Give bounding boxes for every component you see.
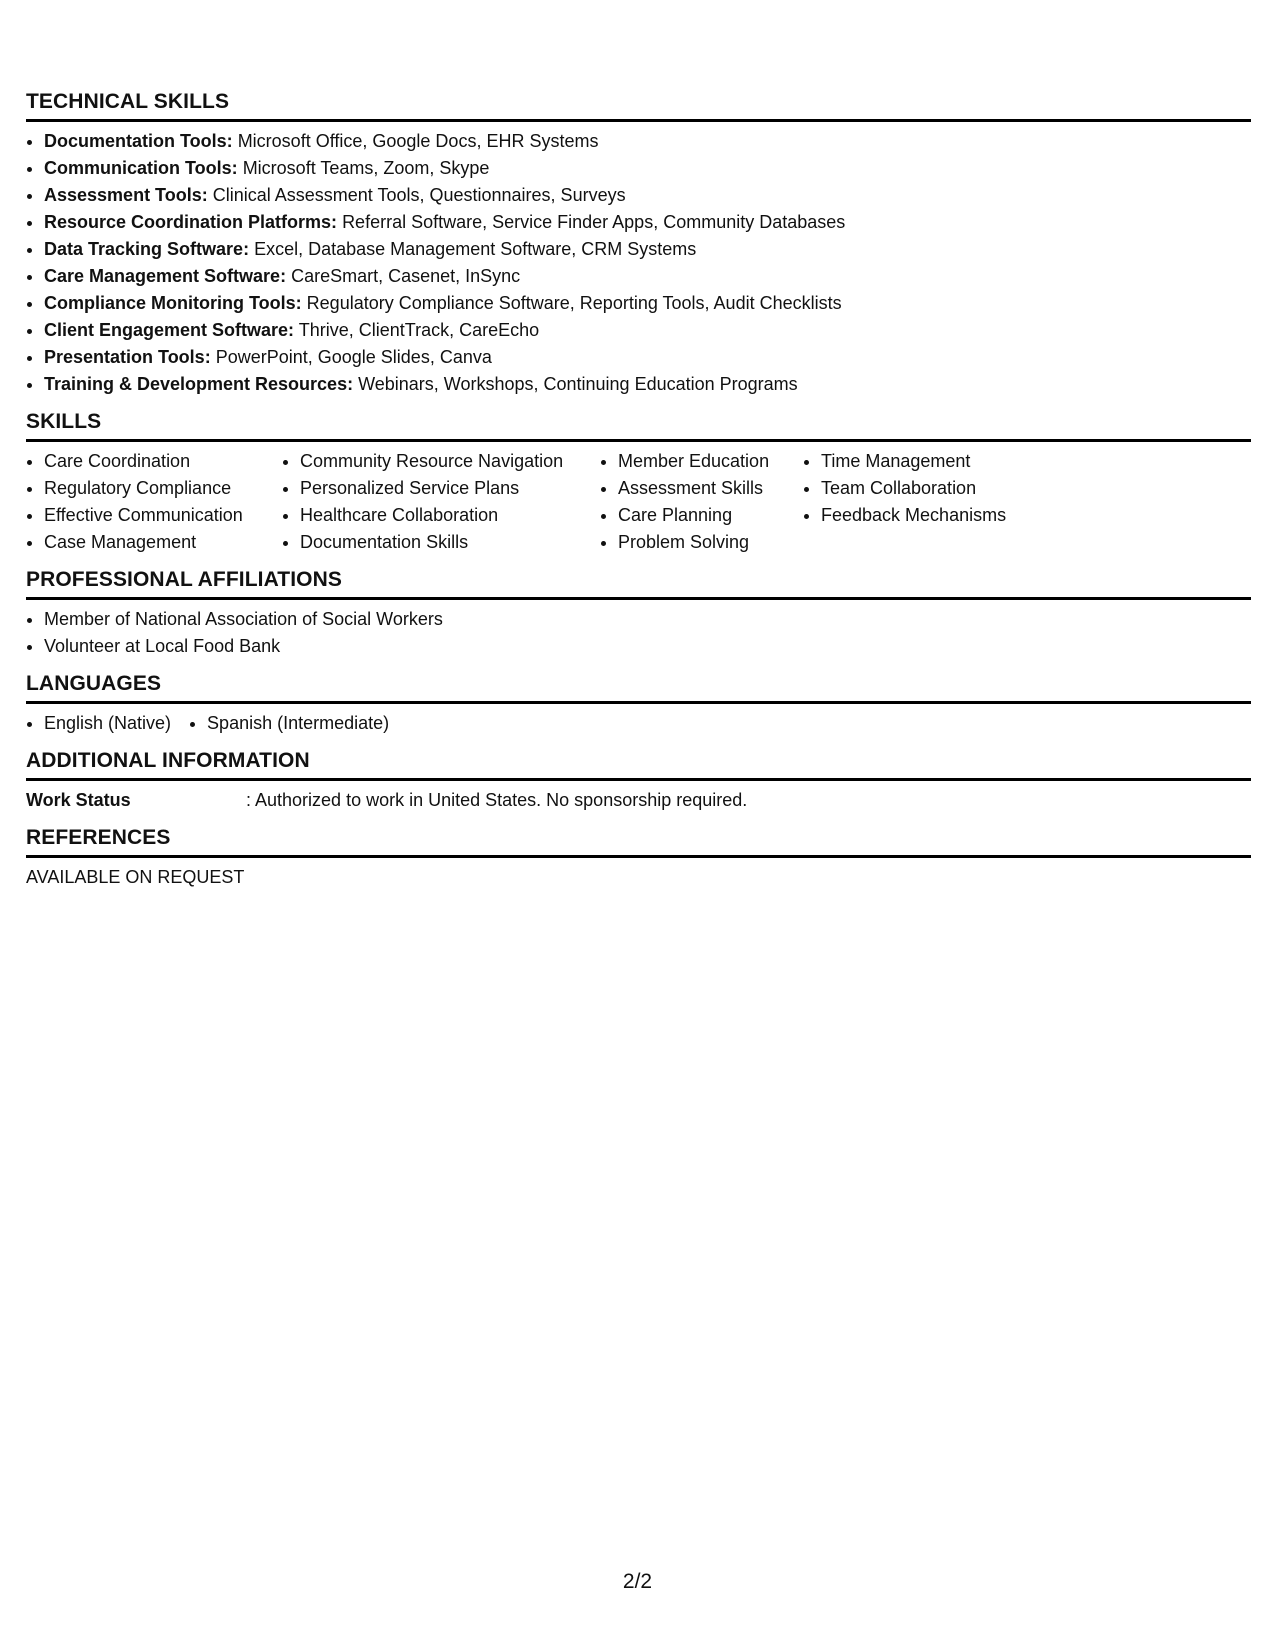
affiliation-item: • Volunteer at Local Food Bank [44, 633, 1251, 660]
languages-heading: LANGUAGES [26, 670, 1251, 704]
skills-column-1 [26, 448, 282, 556]
additional-info-heading: ADDITIONAL INFORMATION [26, 747, 1251, 781]
technical-skill-item [44, 317, 1251, 344]
technical-skill-value: Regulatory Compliance Software, Reporting Tools, Audit Checklists [306, 293, 842, 313]
technical-skill-item [44, 236, 1251, 263]
technical-skill-label: Client Engagement Software: [44, 320, 295, 340]
affiliations-list [26, 606, 1251, 660]
language-item: • Spanish (Intermediate) [207, 710, 389, 737]
skill-item: • Case Management [44, 529, 282, 556]
technical-skill-value: Excel, Database Management Software, CRM Systems [254, 239, 697, 259]
technical-skill-value: CareSmart, Casenet, InSync [291, 266, 521, 286]
references-section [26, 824, 1251, 891]
skill-item: • Personalized Service Plans [300, 475, 600, 502]
skills-heading: SKILLS [26, 408, 1251, 442]
work-status-row [26, 787, 1251, 814]
technical-skills-list [26, 128, 1251, 398]
technical-skill-label: Training & Development Resources: [44, 374, 354, 394]
technical-skill-item [44, 371, 1251, 398]
technical-skill-label: Data Tracking Software: [44, 239, 250, 259]
language-column-1 [26, 710, 171, 737]
references-heading: REFERENCES [26, 824, 1251, 858]
work-status-value: : Authorized to work in United States. No sponsorship required. [246, 790, 748, 810]
skill-item: • Member Education [618, 448, 803, 475]
technical-skills-section [26, 88, 1251, 398]
skills-column-3 [600, 448, 803, 556]
affiliation-item: • Member of National Association of Social Workers [44, 606, 1251, 633]
skill-item: • Community Resource Navigation [300, 448, 600, 475]
technical-skill-item [44, 263, 1251, 290]
technical-skill-label: Compliance Monitoring Tools: [44, 293, 302, 313]
technical-skill-item [44, 155, 1251, 182]
technical-skill-label: Documentation Tools: [44, 131, 233, 151]
skill-item: • Healthcare Collaboration [300, 502, 600, 529]
skill-item: • Care Coordination [44, 448, 282, 475]
technical-skill-item [44, 209, 1251, 236]
language-column-2 [189, 710, 389, 737]
skills-column-4 [803, 448, 1081, 556]
technical-skill-label: Care Management Software: [44, 266, 287, 286]
technical-skill-value: Microsoft Office, Google Docs, EHR Systems [237, 131, 599, 151]
technical-skill-item [44, 128, 1251, 155]
technical-skill-item [44, 344, 1251, 371]
technical-skill-value: Microsoft Teams, Zoom, Skype [242, 158, 490, 178]
skill-item: • Care Planning [618, 502, 803, 529]
references-text: AVAILABLE ON REQUEST [26, 867, 245, 887]
technical-skill-label: Presentation Tools: [44, 347, 211, 367]
skill-item: • Problem Solving [618, 529, 803, 556]
language-item: • English (Native) [44, 710, 171, 737]
skill-item: • Team Collaboration [821, 475, 1081, 502]
affiliations-heading: PROFESSIONAL AFFILIATIONS [26, 566, 1251, 600]
skill-item: • Regulatory Compliance [44, 475, 282, 502]
technical-skill-value: PowerPoint, Google Slides, Canva [215, 347, 492, 367]
technical-skill-value: Webinars, Workshops, Continuing Education Programs [358, 374, 798, 394]
technical-skills-heading: TECHNICAL SKILLS [26, 88, 1251, 122]
skills-column-2 [282, 448, 600, 556]
languages-list [26, 710, 1251, 737]
work-status-label: Work Status [26, 790, 131, 810]
technical-skill-value: Thrive, ClientTrack, CareEcho [298, 320, 540, 340]
technical-skill-label: Assessment Tools: [44, 185, 208, 205]
affiliations-section [26, 566, 1251, 660]
technical-skill-label: Communication Tools: [44, 158, 238, 178]
resume-page [26, 88, 1251, 901]
technical-skill-value: Clinical Assessment Tools, Questionnaires, Surveys [212, 185, 626, 205]
additional-info-section [26, 747, 1251, 814]
skill-item: • Assessment Skills [618, 475, 803, 502]
skills-section [26, 408, 1251, 556]
technical-skill-item [44, 290, 1251, 317]
skills-grid [26, 448, 1251, 556]
skill-item: • Effective Communication [44, 502, 282, 529]
skill-item: • Documentation Skills [300, 529, 600, 556]
skill-item: • Time Management [821, 448, 1081, 475]
technical-skill-value: Referral Software, Service Finder Apps, Community Databases [342, 212, 846, 232]
languages-section [26, 670, 1251, 737]
skill-item: • Feedback Mechanisms [821, 502, 1081, 529]
page-number: 2/2 [622, 1570, 653, 1593]
technical-skill-item [44, 182, 1251, 209]
technical-skill-label: Resource Coordination Platforms: [44, 212, 338, 232]
